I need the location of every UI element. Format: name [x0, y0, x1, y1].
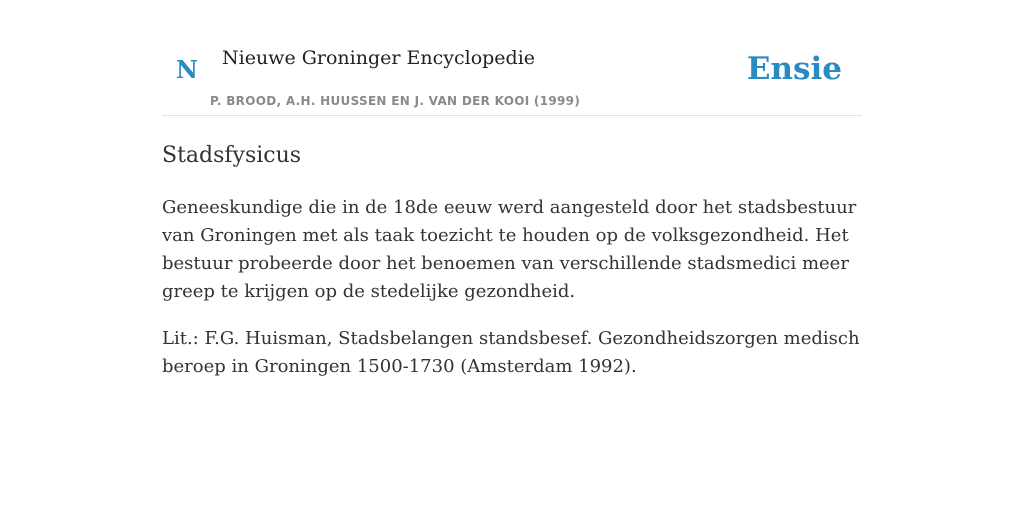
encyclopedia-authors: P. BROOD, A.H. HUUSSEN EN J. VAN DER KOOI (1999) [210, 94, 581, 108]
article-paragraph-literature: Lit.: F.G. Huisman, Stadsbelangen standsbesef. Gezondheidszorgen medisch beroep in Groningen 1500-1730 (Amsterdam 1992). [162, 328, 860, 377]
ensie-brand-logo[interactable]: Ensie [746, 51, 842, 87]
encyclopedia-logo[interactable]: N [176, 55, 198, 84]
encyclopedia-title[interactable]: Nieuwe Groninger Encyclopedie [222, 47, 536, 69]
article-title: Stadsfysicus [162, 143, 302, 168]
entry-header [162, 0, 862, 116]
article-paragraph-definition: Geneeskundige die in de 18de eeuw werd aangesteld door het stadsbestuur van Groningen met als taak toezicht te houden op de volksgezondheid. Het bestuur probeerde door het benoemen van verschillende stadsmedici meer greep te krijgen op de stedelijke gezondheid. [162, 197, 857, 302]
encyclopedia-entry-card [162, 0, 862, 381]
